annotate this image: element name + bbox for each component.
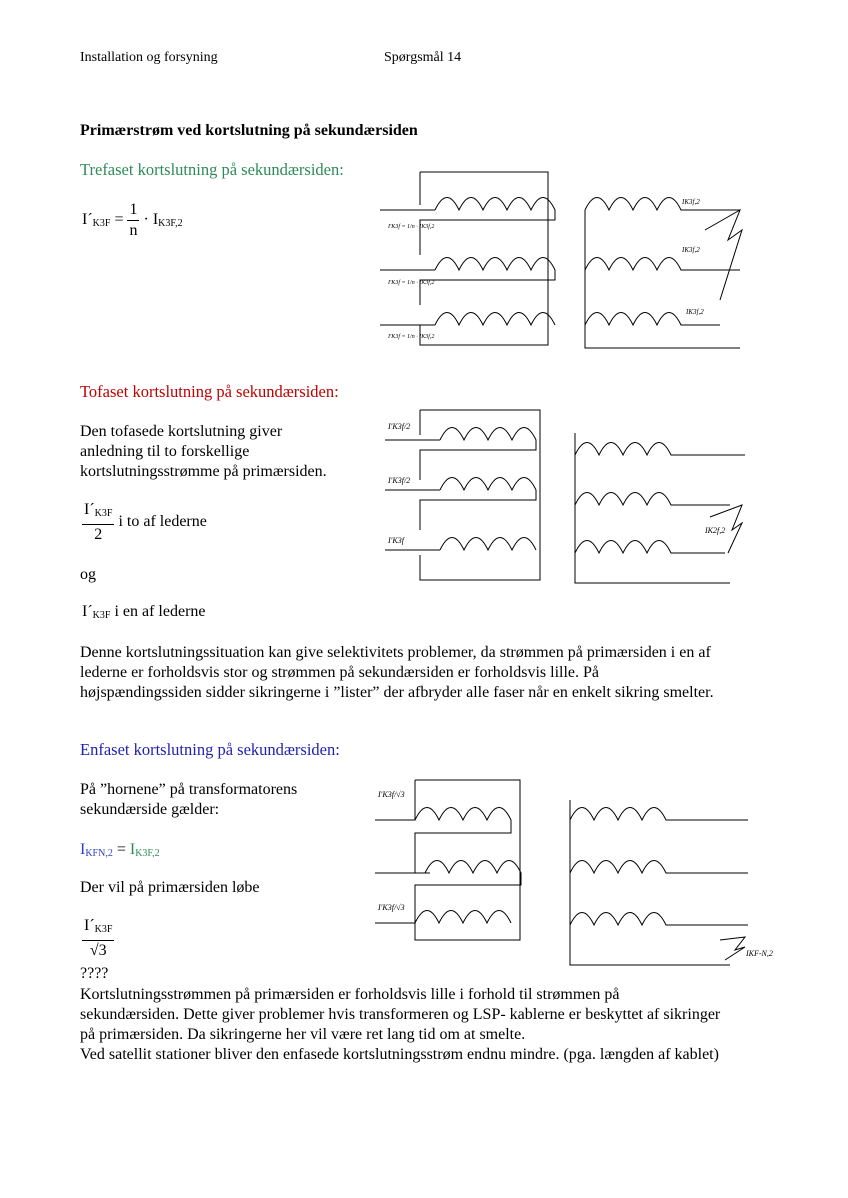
tofase-single-text: i en af lederne: [114, 603, 206, 620]
enfase-primary-label-2: I′K3f/√3: [378, 903, 405, 912]
tofase-frac-num-sub: K3F: [94, 508, 113, 519]
tofase-single: [82, 602, 206, 626]
enfase-frac-num-sub: K3F: [94, 924, 113, 935]
tofase-fraction: [82, 500, 207, 545]
trefase-secondary-windings: [585, 198, 742, 349]
enfase-eq-lhs-sub: KFN,2: [85, 848, 113, 859]
enfase-equation: [80, 840, 160, 864]
primary-label-3: I′K3f = 1/n · IK3f,2: [388, 334, 435, 340]
enfase-primary-labels: [377, 790, 405, 912]
secondary-label-3: IK3f,2: [686, 308, 704, 316]
tofase-paragraph: [80, 643, 780, 703]
tofase-frac: [82, 500, 114, 545]
tofase-frac-text: i to af lederne: [118, 513, 207, 531]
trefase-transformer-diagram: [370, 160, 790, 360]
tofase-primary-label-2: I′K3f/2: [388, 476, 411, 485]
tofase-secondary-windings: [575, 433, 745, 583]
tofase-intro-line: anledning til to forskellige: [80, 443, 250, 460]
enfase-secondary-label: IKF-N,2: [746, 949, 773, 958]
enfase-frac-num: I´: [84, 917, 95, 934]
enfase-eq-rhs-sub: K3F,2: [135, 848, 160, 859]
tofase-transformer-diagram: [380, 405, 780, 585]
header-left: Installation og forsyning: [80, 50, 218, 65]
formula-lhs: I´: [82, 211, 93, 229]
tofase-single-sub: K3F: [92, 610, 111, 621]
tofase-og: og: [80, 566, 96, 583]
tofase-primary-label-1: I′K3f/2: [388, 422, 411, 431]
formula-rhs: I: [152, 211, 159, 229]
formula-den: n: [129, 222, 138, 239]
formula-dot: ·: [143, 211, 149, 229]
header-right: Spørgsmål 14: [384, 50, 462, 65]
formula-frac: [127, 200, 139, 241]
trefase-primary-windings: [380, 172, 555, 345]
page-title: Primærstrøm ved kortslutning på sekundærsiden: [80, 122, 418, 139]
enfase-secondary-windings: [570, 800, 748, 965]
enfase-primary-windings: [375, 780, 521, 940]
formula-rhs-sub: K3F,2: [158, 218, 183, 230]
secondary-label-2: IK3f,2: [682, 246, 700, 254]
secondary-label-1: IK3f,2: [682, 198, 700, 206]
trefase-heading: Trefaset kortslutning på sekundærsiden:: [80, 160, 344, 179]
enfase-paragraph-line: på primærsiden. Da sikringerne her vil være ret lang tid om at smelte.: [80, 1026, 526, 1043]
primary-label-1: I′K3f = 1/n · IK3f,2: [388, 224, 435, 230]
tofase-intro-line: kortslutningsstrømme på primærsiden.: [80, 463, 327, 480]
enfase-heading: Enfaset kortslutning på sekundærsiden:: [80, 740, 340, 759]
tofase-heading: Tofaset kortslutning på sekundærsiden:: [80, 382, 339, 401]
enfase-intro-line: sekundærside gælder:: [80, 801, 220, 818]
trefase-primary-labels: [387, 223, 434, 340]
tofase-primary-windings: [385, 410, 540, 580]
primary-label-2: I′K3f = 1/n · IK3f,2: [388, 280, 435, 286]
enfase-paragraph-line: sekundærsiden. Dette giver problemer hvis transformeren og LSP- kablerne er beskyttet af sikringer: [80, 1006, 721, 1023]
enfase-paragraph-line: Kortslutningsstrømmen på primærsiden er forholdsvis lille i forhold til strømmen på: [80, 986, 620, 1003]
enfase-eq-rhs: I: [129, 841, 136, 858]
tofase-paragraph-line: lederne er forholdsvis stor og strømmen på sekundærsiden er forholdsvis lille. På: [80, 664, 600, 681]
enfase-eq-lhs: I: [80, 841, 86, 858]
tofase-frac-den: 2: [94, 526, 103, 543]
enfase-transformer-diagram: [370, 775, 780, 975]
enfase-frac-den: √3: [89, 942, 107, 959]
formula-eq: =: [114, 211, 124, 229]
tofase-secondary-label: IK2f,2: [705, 526, 726, 535]
enfase-eq-mid: =: [112, 841, 130, 858]
tofase-intro: [80, 422, 327, 482]
tofase-frac-num: I´: [84, 501, 95, 518]
tofase-intro-line: Den tofasede kortslutning giver: [80, 423, 283, 440]
enfase-primary-text: Der vil på primærsiden løbe: [80, 879, 260, 896]
formula-lhs-sub: K3F: [92, 218, 111, 230]
enfase-frac: [82, 916, 114, 961]
enfase-primary-label-1: I′K3f/√3: [378, 790, 405, 799]
tofase-paragraph-line: Denne kortslutningssituation kan give selektivitets problemer, da strømmen på primærsiden i en af: [80, 644, 711, 661]
enfase-paragraph: [80, 985, 780, 1065]
enfase-paragraph-line: Ved satellit stationer bliver den enfasede kortslutningsstrøm endnu mindre. (pga. længden af kablet): [80, 1046, 719, 1063]
tofase-primary-label-3: I′K3f: [388, 536, 404, 545]
tofase-single-symbol: I´: [82, 603, 93, 620]
formula-num: 1: [127, 200, 139, 221]
enfase-question: ????: [80, 965, 109, 982]
trefase-secondary-labels: [681, 198, 704, 316]
enfase-fraction: [82, 916, 114, 961]
trefase-formula: [82, 200, 183, 241]
enfase-intro: [80, 780, 297, 820]
enfase-intro-line: På ”hornene” på transformatorens: [80, 781, 298, 798]
tofase-paragraph-line: højspændingssiden sidder sikringerne i ”lister” der afbryder alle faser når en enkelt sikring smelter.: [80, 684, 714, 701]
